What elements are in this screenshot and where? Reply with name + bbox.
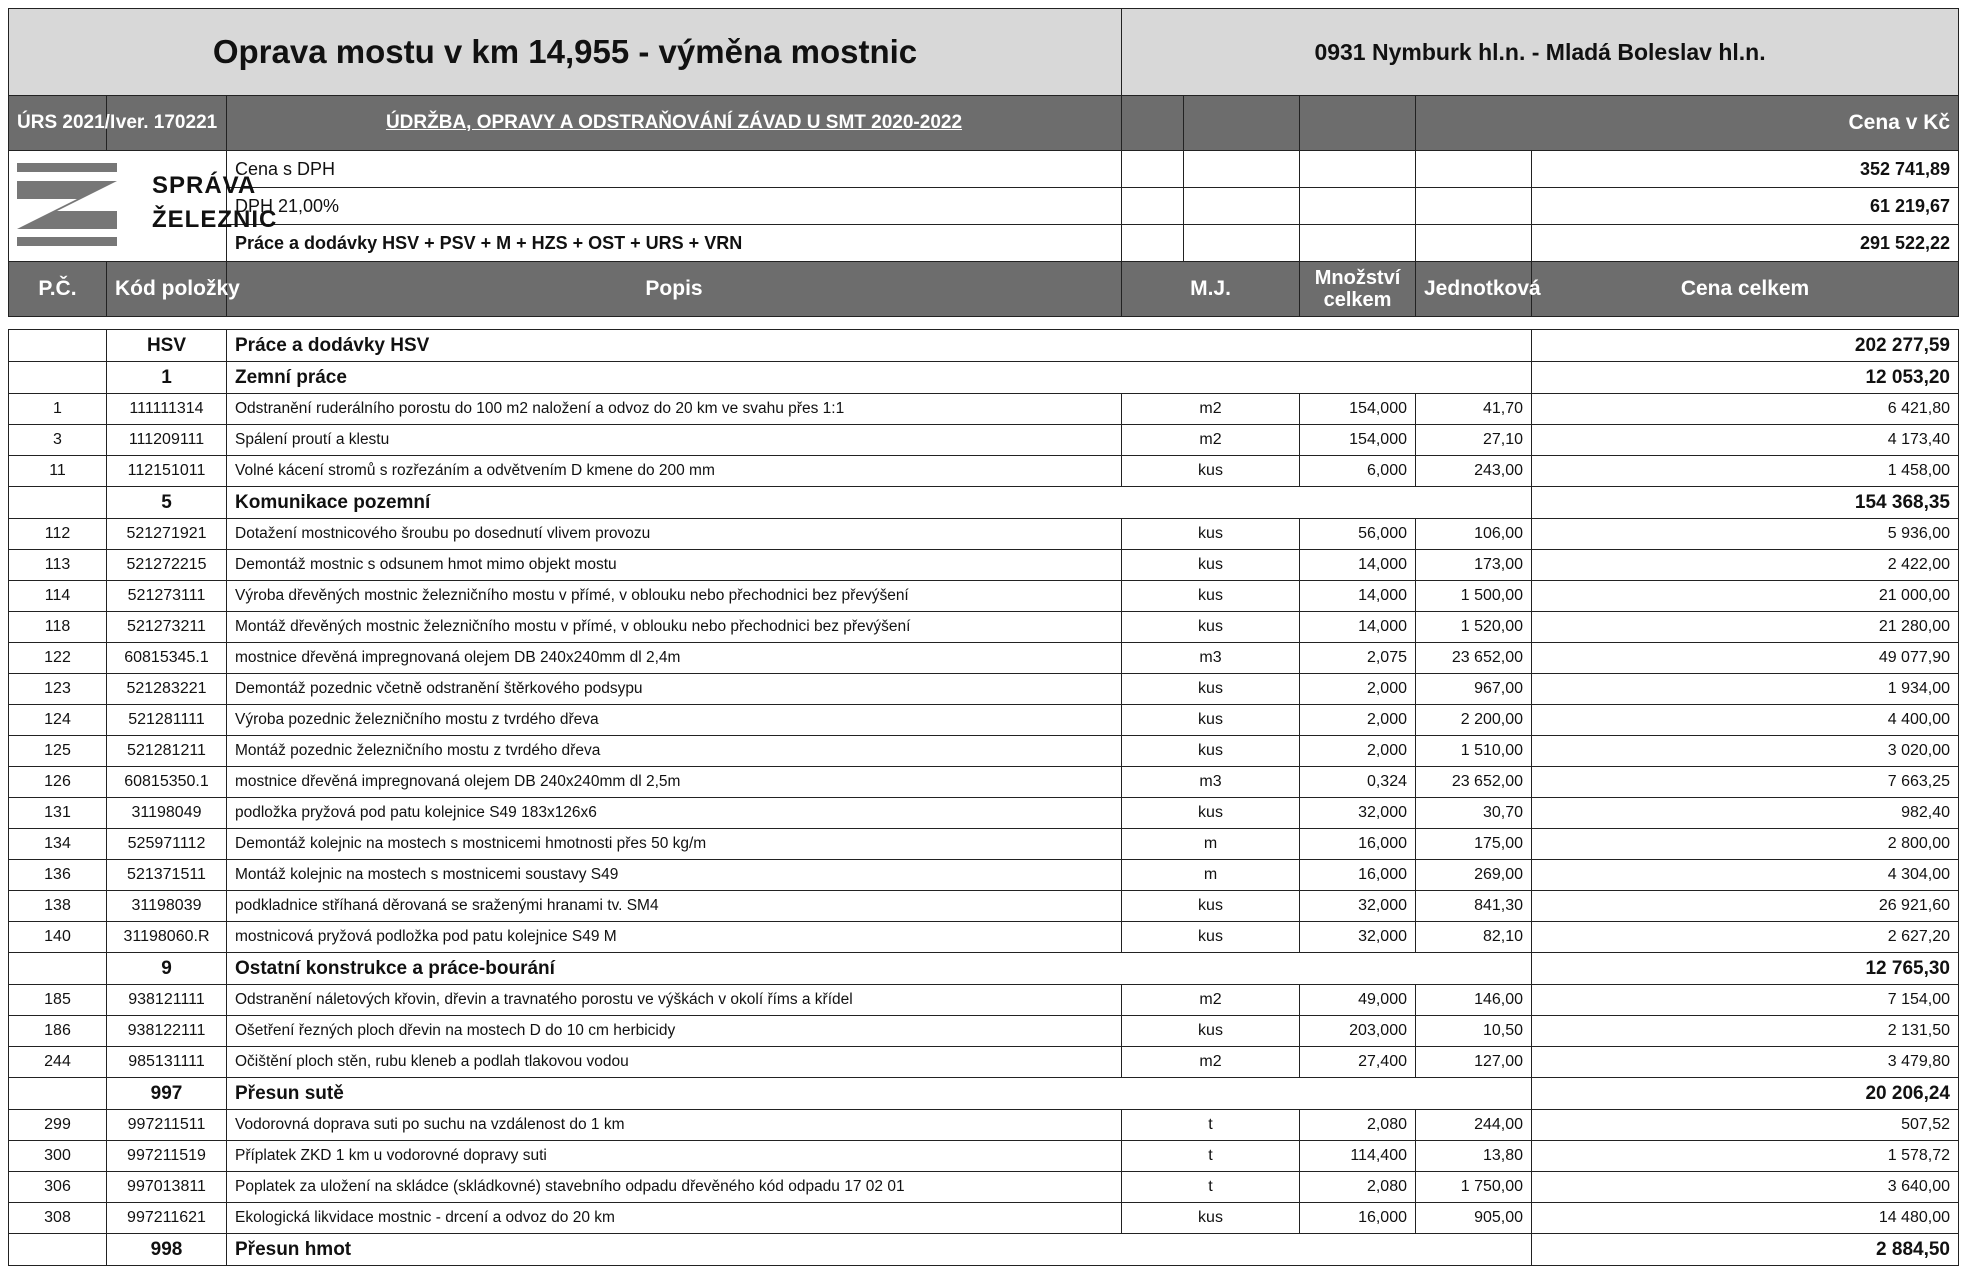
item-unit-price: 106,00	[1416, 519, 1532, 550]
item-code: 521273111	[107, 581, 227, 612]
item-total: 1 578,72	[1532, 1141, 1959, 1172]
item-quantity: 16,000	[1300, 1203, 1416, 1234]
section-code: 9	[107, 953, 227, 985]
item-code: 111111314	[107, 394, 227, 425]
section-row	[9, 362, 1959, 394]
item-code: 997211621	[107, 1203, 227, 1234]
item-unit-price: 1 520,00	[1416, 612, 1532, 643]
table-row	[9, 1110, 1959, 1141]
item-unit-price: 243,00	[1416, 456, 1532, 487]
item-pc: 113	[9, 550, 107, 581]
item-unit: kus	[1122, 519, 1300, 550]
header-table	[8, 8, 1959, 317]
table-row	[9, 1172, 1959, 1203]
item-total: 4 400,00	[1532, 705, 1959, 736]
route-label: 0931 Nymburk hl.n. - Mladá Boleslav hl.n.	[1122, 9, 1959, 96]
item-quantity: 56,000	[1300, 519, 1416, 550]
item-description: Dotažení mostnicového šroubu po dosednutí vlivem provozu	[227, 519, 1122, 550]
item-unit-price: 27,10	[1416, 425, 1532, 456]
item-code: 521272215	[107, 550, 227, 581]
item-description: Montáž pozednic železničního mostu z tvrdého dřeva	[227, 736, 1122, 767]
item-code: 938121111	[107, 985, 227, 1016]
item-description: Odstranění náletových křovin, dřevin a travnatého porostu ve výškách v okolí říms a křídel	[227, 985, 1122, 1016]
item-quantity: 32,000	[1300, 922, 1416, 953]
logo	[9, 151, 278, 262]
table-row	[9, 891, 1959, 922]
item-unit: kus	[1122, 705, 1300, 736]
table-row	[9, 829, 1959, 860]
item-description: Příplatek ZKD 1 km u vodorovné dopravy suti	[227, 1141, 1122, 1172]
item-description: podložka pryžová pod patu kolejnice S49 183x126x6	[227, 798, 1122, 829]
item-code: 521371511	[107, 860, 227, 891]
item-code: 997013811	[107, 1172, 227, 1203]
item-unit: kus	[1122, 891, 1300, 922]
table-row	[9, 860, 1959, 891]
item-quantity: 2,080	[1300, 1172, 1416, 1203]
section-row	[9, 1234, 1959, 1266]
table-row	[9, 736, 1959, 767]
item-quantity: 16,000	[1300, 860, 1416, 891]
section-row	[9, 1078, 1959, 1110]
item-total: 1 458,00	[1532, 456, 1959, 487]
item-pc: 138	[9, 891, 107, 922]
item-unit: m3	[1122, 643, 1300, 674]
item-description: Výroba dřevěných mostnic železničního mostu v přímé, v oblouku nebo přechodnici bez převýšení	[227, 581, 1122, 612]
item-total: 982,40	[1532, 798, 1959, 829]
item-description: mostnice dřevěná impregnovaná olejem DB 240x240mm dl 2,4m	[227, 643, 1122, 674]
table-row	[9, 612, 1959, 643]
section-label: Ostatní konstrukce a práce-bourání	[227, 953, 1532, 985]
section-pc	[9, 362, 107, 394]
item-pc: 306	[9, 1172, 107, 1203]
item-pc: 244	[9, 1047, 107, 1078]
item-total: 7 663,25	[1532, 767, 1959, 798]
table-row	[9, 1203, 1959, 1234]
section-pc	[9, 487, 107, 519]
col-pc: P.Č.	[9, 262, 107, 317]
item-total: 4 173,40	[1532, 425, 1959, 456]
item-description: Demontáž kolejnic na mostech s mostnicemi hmotnosti přes 50 kg/m	[227, 829, 1122, 860]
table-row	[9, 922, 1959, 953]
sz-logo-icon	[17, 159, 127, 249]
item-total: 3 479,80	[1532, 1047, 1959, 1078]
item-quantity: 32,000	[1300, 798, 1416, 829]
table-row	[9, 1047, 1959, 1078]
item-description: Ekologická likvidace mostnic - drcení a odvoz do 20 km	[227, 1203, 1122, 1234]
item-description: Demontáž mostnic s odsunem hmot mimo objekt mostu	[227, 550, 1122, 581]
item-code: 938122111	[107, 1016, 227, 1047]
item-unit: kus	[1122, 1016, 1300, 1047]
item-code: 525971112	[107, 829, 227, 860]
section-row	[9, 487, 1959, 519]
section-total: 154 368,35	[1532, 487, 1959, 519]
items-table	[8, 329, 1959, 1266]
program-title: ÚDRŽBA, OPRAVY A ODSTRAŇOVÁNÍ ZÁVAD U SMT 2020-2022	[227, 96, 1122, 151]
item-quantity: 2,000	[1300, 674, 1416, 705]
item-quantity: 14,000	[1300, 581, 1416, 612]
item-unit-price: 10,50	[1416, 1016, 1532, 1047]
item-code: 985131111	[107, 1047, 227, 1078]
item-unit-price: 30,70	[1416, 798, 1532, 829]
table-row	[9, 456, 1959, 487]
item-total: 2 131,50	[1532, 1016, 1959, 1047]
item-total: 26 921,60	[1532, 891, 1959, 922]
item-code: 521281211	[107, 736, 227, 767]
section-pc	[9, 953, 107, 985]
item-quantity: 16,000	[1300, 829, 1416, 860]
software-version: ver. 170221	[107, 96, 227, 151]
hsv-total: 202 277,59	[1532, 330, 1959, 362]
item-pc: 136	[9, 860, 107, 891]
item-quantity: 2,080	[1300, 1110, 1416, 1141]
item-unit-price: 127,00	[1416, 1047, 1532, 1078]
item-unit: kus	[1122, 612, 1300, 643]
item-quantity: 14,000	[1300, 612, 1416, 643]
item-unit-price: 146,00	[1416, 985, 1532, 1016]
col-popis: Popis	[227, 262, 1122, 317]
item-total: 21 280,00	[1532, 612, 1959, 643]
item-pc: 124	[9, 705, 107, 736]
item-code: 521283221	[107, 674, 227, 705]
hsv-row	[9, 330, 1959, 362]
item-code: 111209111	[107, 425, 227, 456]
section-pc	[9, 1078, 107, 1110]
item-quantity: 49,000	[1300, 985, 1416, 1016]
item-total: 7 154,00	[1532, 985, 1959, 1016]
item-unit: kus	[1122, 736, 1300, 767]
logo-line-1: SPRÁVA	[152, 172, 257, 199]
item-quantity: 203,000	[1300, 1016, 1416, 1047]
item-description: Odstranění ruderálního porostu do 100 m2 naložení a odvoz do 20 km ve svahu přes 1:1	[227, 394, 1122, 425]
price-currency-label: Cena v Kč	[1416, 96, 1959, 151]
item-description: Výroba pozednic železničního mostu z tvrdého dřeva	[227, 705, 1122, 736]
item-description: Ošetření řezných ploch dřevin na mostech D do 10 cm herbicidy	[227, 1016, 1122, 1047]
item-unit: kus	[1122, 550, 1300, 581]
section-code: 1	[107, 362, 227, 394]
summary-value: 291 522,22	[1532, 225, 1959, 262]
item-pc: 3	[9, 425, 107, 456]
item-pc: 134	[9, 829, 107, 860]
hsv-code: HSV	[107, 330, 227, 362]
item-quantity: 114,400	[1300, 1141, 1416, 1172]
item-description: Montáž dřevěných mostnic železničního mostu v přímé, v oblouku nebo přechodnici bez převýšení	[227, 612, 1122, 643]
item-unit: kus	[1122, 922, 1300, 953]
item-description: Demontáž pozednic včetně odstranění štěrkového podsypu	[227, 674, 1122, 705]
urs-version: ÚRS 2021/I	[9, 96, 107, 151]
item-code: 31198060.R	[107, 922, 227, 953]
item-pc: 112	[9, 519, 107, 550]
item-unit: m2	[1122, 425, 1300, 456]
summary-value: 352 741,89	[1532, 151, 1959, 188]
item-unit-price: 1 750,00	[1416, 1172, 1532, 1203]
item-pc: 122	[9, 643, 107, 674]
item-code: 60815350.1	[107, 767, 227, 798]
item-quantity: 2,000	[1300, 736, 1416, 767]
item-quantity: 32,000	[1300, 891, 1416, 922]
item-unit: kus	[1122, 581, 1300, 612]
item-unit-price: 173,00	[1416, 550, 1532, 581]
item-quantity: 6,000	[1300, 456, 1416, 487]
item-unit: m3	[1122, 767, 1300, 798]
item-total: 1 934,00	[1532, 674, 1959, 705]
item-unit: t	[1122, 1110, 1300, 1141]
table-row	[9, 1141, 1959, 1172]
summary-label: Práce a dodávky HSV + PSV + M + HZS + OST + URS + VRN	[227, 225, 1122, 262]
item-description: mostnice dřevěná impregnovaná olejem DB 240x240mm dl 2,5m	[227, 767, 1122, 798]
table-row	[9, 705, 1959, 736]
item-unit-price: 841,30	[1416, 891, 1532, 922]
item-description: mostnicová pryžová podložka pod patu kolejnice S49 M	[227, 922, 1122, 953]
item-description: Vodorovná doprava suti po suchu na vzdálenost do 1 km	[227, 1110, 1122, 1141]
item-unit-price: 269,00	[1416, 860, 1532, 891]
item-code: 521271921	[107, 519, 227, 550]
section-total: 2 884,50	[1532, 1234, 1959, 1266]
col-mnozstvi: Množství celkem	[1300, 262, 1416, 317]
section-pc	[9, 1234, 107, 1266]
item-total: 2 800,00	[1532, 829, 1959, 860]
item-unit-price: 82,10	[1416, 922, 1532, 953]
item-unit: t	[1122, 1172, 1300, 1203]
item-pc: 300	[9, 1141, 107, 1172]
table-row	[9, 519, 1959, 550]
item-quantity: 0,324	[1300, 767, 1416, 798]
logo-line-2: ŽELEZNIC	[152, 206, 278, 233]
table-row	[9, 394, 1959, 425]
item-unit-price: 23 652,00	[1416, 767, 1532, 798]
section-row	[9, 953, 1959, 985]
item-pc: 1	[9, 394, 107, 425]
budget-document	[8, 8, 1958, 1266]
summary-label: Cena s DPH	[227, 151, 1122, 188]
col-cena: Cena celkem	[1532, 262, 1959, 317]
item-pc: 185	[9, 985, 107, 1016]
item-code: 521281111	[107, 705, 227, 736]
section-label: Komunikace pozemní	[227, 487, 1532, 519]
item-description: Spálení proutí a klestu	[227, 425, 1122, 456]
item-unit: kus	[1122, 1203, 1300, 1234]
item-pc: 125	[9, 736, 107, 767]
item-pc: 126	[9, 767, 107, 798]
item-code: 60815345.1	[107, 643, 227, 674]
summary-label: DPH 21,00%	[227, 188, 1122, 225]
item-unit: m	[1122, 860, 1300, 891]
col-mj: M.J.	[1122, 262, 1300, 317]
table-row	[9, 581, 1959, 612]
table-row	[9, 643, 1959, 674]
item-unit-price: 1 500,00	[1416, 581, 1532, 612]
table-row	[9, 550, 1959, 581]
section-label: Přesun sutě	[227, 1078, 1532, 1110]
item-unit: m2	[1122, 985, 1300, 1016]
section-label: Přesun hmot	[227, 1234, 1532, 1266]
item-unit-price: 905,00	[1416, 1203, 1532, 1234]
table-row	[9, 767, 1959, 798]
col-jednotkova: Jednotková	[1416, 262, 1532, 317]
item-unit: kus	[1122, 798, 1300, 829]
item-quantity: 154,000	[1300, 394, 1416, 425]
item-description: podkladnice stříhaná děrovaná se sraženými hranami tv. SM4	[227, 891, 1122, 922]
item-total: 4 304,00	[1532, 860, 1959, 891]
section-total: 12 765,30	[1532, 953, 1959, 985]
item-pc: 131	[9, 798, 107, 829]
item-unit-price: 41,70	[1416, 394, 1532, 425]
item-total: 3 020,00	[1532, 736, 1959, 767]
item-pc: 118	[9, 612, 107, 643]
table-row	[9, 425, 1959, 456]
item-code: 112151011	[107, 456, 227, 487]
item-total: 5 936,00	[1532, 519, 1959, 550]
item-unit-price: 23 652,00	[1416, 643, 1532, 674]
section-label: Zemní práce	[227, 362, 1532, 394]
item-pc: 123	[9, 674, 107, 705]
item-quantity: 14,000	[1300, 550, 1416, 581]
item-total: 21 000,00	[1532, 581, 1959, 612]
summary-value: 61 219,67	[1532, 188, 1959, 225]
hsv-pc	[9, 330, 107, 362]
item-unit-price: 1 510,00	[1416, 736, 1532, 767]
item-description: Očištění ploch stěn, rubu kleneb a podlah tlakovou vodou	[227, 1047, 1122, 1078]
item-code: 997211511	[107, 1110, 227, 1141]
item-unit-price: 244,00	[1416, 1110, 1532, 1141]
item-quantity: 27,400	[1300, 1047, 1416, 1078]
item-unit-price: 175,00	[1416, 829, 1532, 860]
item-pc: 308	[9, 1203, 107, 1234]
item-pc: 299	[9, 1110, 107, 1141]
item-pc: 186	[9, 1016, 107, 1047]
item-pc: 11	[9, 456, 107, 487]
item-total: 6 421,80	[1532, 394, 1959, 425]
item-description: Volné kácení stromů s rozřezáním a odvětvením D kmene do 200 mm	[227, 456, 1122, 487]
item-quantity: 2,000	[1300, 705, 1416, 736]
item-unit: t	[1122, 1141, 1300, 1172]
section-total: 12 053,20	[1532, 362, 1959, 394]
item-unit: kus	[1122, 456, 1300, 487]
item-total: 14 480,00	[1532, 1203, 1959, 1234]
item-unit-price: 967,00	[1416, 674, 1532, 705]
section-code: 998	[107, 1234, 227, 1266]
item-total: 2 627,20	[1532, 922, 1959, 953]
hsv-label: Práce a dodávky HSV	[227, 330, 1532, 362]
section-total: 20 206,24	[1532, 1078, 1959, 1110]
section-code: 997	[107, 1078, 227, 1110]
item-quantity: 154,000	[1300, 425, 1416, 456]
item-unit-price: 2 200,00	[1416, 705, 1532, 736]
item-total: 2 422,00	[1532, 550, 1959, 581]
item-code: 521273211	[107, 612, 227, 643]
item-total: 49 077,90	[1532, 643, 1959, 674]
item-code: 31198049	[107, 798, 227, 829]
item-total: 507,52	[1532, 1110, 1959, 1141]
item-pc: 114	[9, 581, 107, 612]
section-code: 5	[107, 487, 227, 519]
item-description: Poplatek za uložení na skládce (skládkovné) stavebního odpadu dřevěného kód odpadu 17 02 01	[227, 1172, 1122, 1203]
item-total: 3 640,00	[1532, 1172, 1959, 1203]
col-kod: Kód položky	[107, 262, 227, 317]
table-row	[9, 798, 1959, 829]
item-unit: m2	[1122, 1047, 1300, 1078]
document-title: Oprava mostu v km 14,955 - výměna mostnic	[9, 9, 1122, 96]
item-unit: m2	[1122, 394, 1300, 425]
table-row	[9, 985, 1959, 1016]
item-unit: kus	[1122, 674, 1300, 705]
item-pc: 140	[9, 922, 107, 953]
item-code: 997211519	[107, 1141, 227, 1172]
item-unit: m	[1122, 829, 1300, 860]
table-row	[9, 1016, 1959, 1047]
item-code: 31198039	[107, 891, 227, 922]
table-row	[9, 674, 1959, 705]
item-description: Montáž kolejnic na mostech s mostnicemi soustavy S49	[227, 860, 1122, 891]
item-unit-price: 13,80	[1416, 1141, 1532, 1172]
item-quantity: 2,075	[1300, 643, 1416, 674]
